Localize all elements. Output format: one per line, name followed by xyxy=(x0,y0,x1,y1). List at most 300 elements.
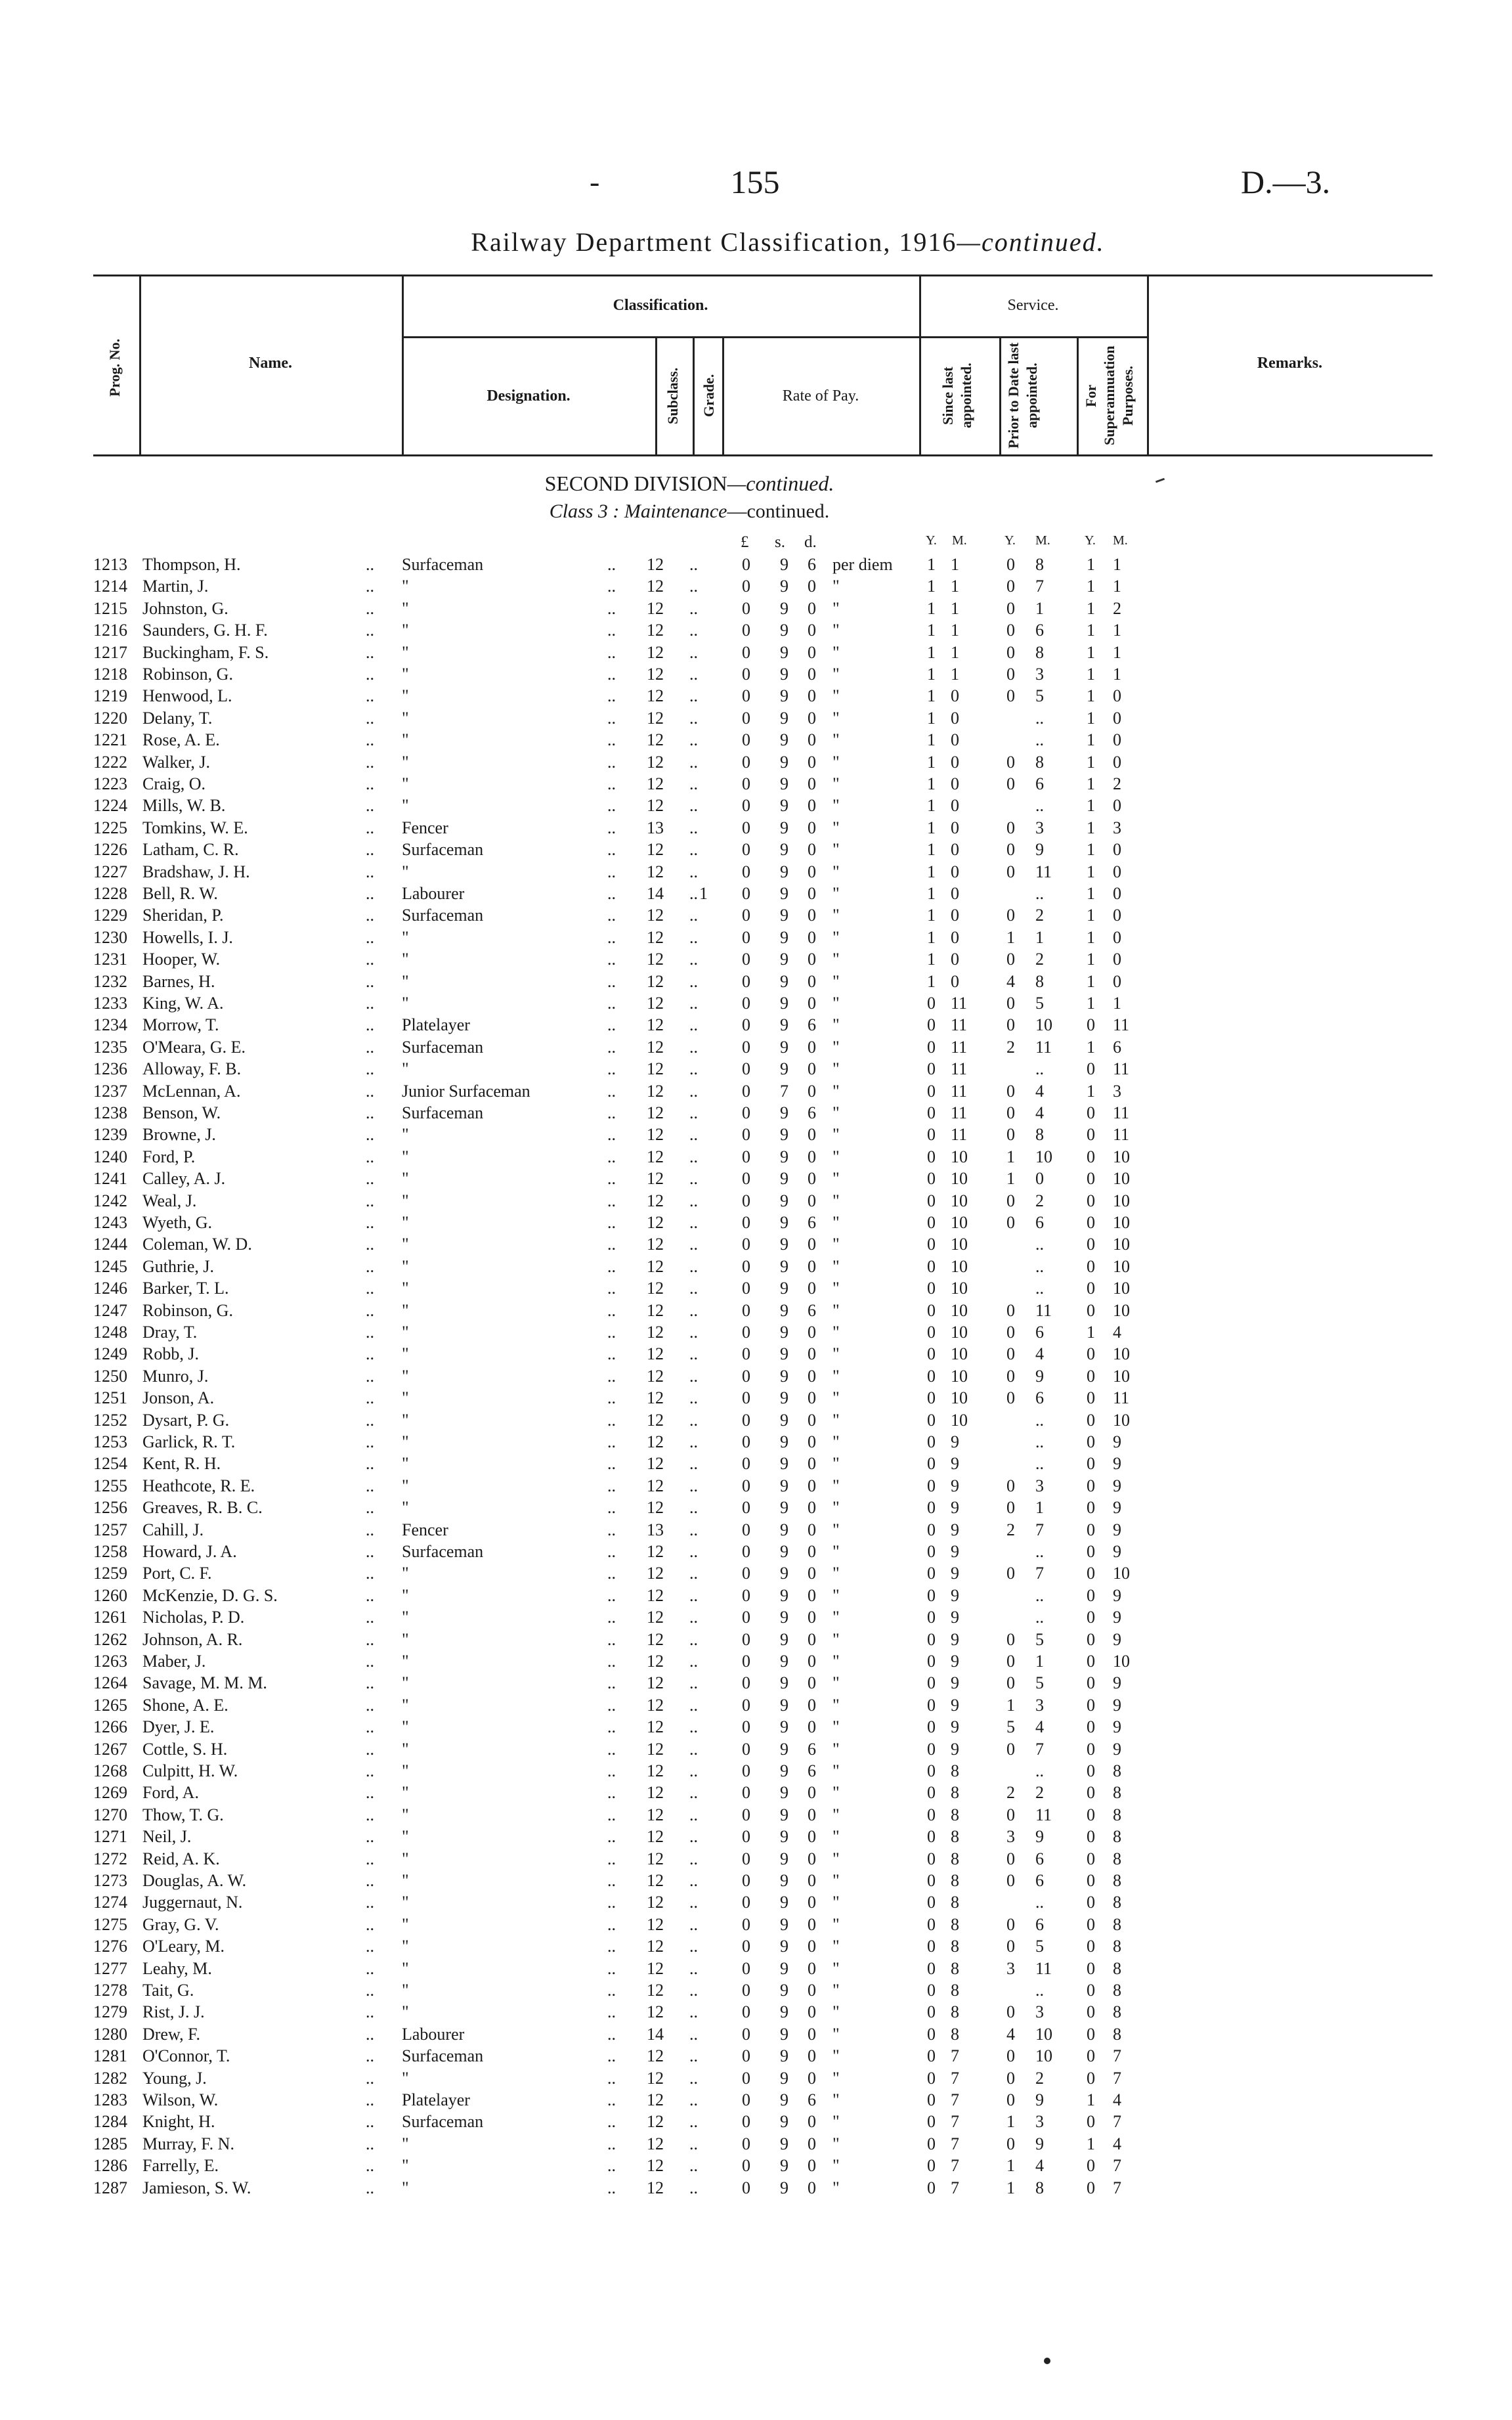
cell-super-years: 1 xyxy=(1087,665,1095,684)
cell-prog-no: 1217 xyxy=(93,642,127,662)
cell-since-years: 0 xyxy=(927,1695,936,1715)
cell-super-years: 1 xyxy=(1087,708,1095,728)
cell-since-months: 7 xyxy=(951,2134,959,2153)
cell-since-years: 1 xyxy=(927,927,936,947)
cell-name: Gray, G. V. xyxy=(142,1914,219,1934)
cell-pay-period: " xyxy=(832,1125,840,1145)
cell-prog-no: 1233 xyxy=(93,994,127,1013)
cell-prior-years: 2 xyxy=(1006,1783,1015,1803)
leader-dots: .. xyxy=(689,1542,698,1561)
cell-pay-period: " xyxy=(832,1279,840,1298)
cell-designation: " xyxy=(402,577,409,596)
cell-prior-months: 2 xyxy=(1035,1191,1044,1210)
cell-pay-pence: 0 xyxy=(808,2046,816,2066)
cell-super-years: 1 xyxy=(1087,994,1095,1013)
cell-super-months: 8 xyxy=(1113,1981,1121,2000)
cell-pay-period: " xyxy=(832,577,840,596)
cell-grade: 1 xyxy=(699,884,708,903)
cell-pay-period: " xyxy=(832,730,840,750)
leader-dots: .. xyxy=(607,1585,616,1605)
cell-since-months: 10 xyxy=(951,1279,968,1298)
cell-pay-pounds: 0 xyxy=(742,971,750,991)
cell-subclass: 12 xyxy=(647,1673,664,1693)
cell-pay-period: " xyxy=(832,1673,840,1693)
cell-prior-months: 9 xyxy=(1035,1827,1044,1847)
table-row xyxy=(0,1213,1512,1235)
leader-dots: .. xyxy=(689,1673,698,1693)
table-row xyxy=(0,1805,1512,1828)
cell-pay-pence: 6 xyxy=(808,555,816,574)
cell-super-years: 1 xyxy=(1087,818,1095,837)
leader-dots: .. xyxy=(366,862,374,881)
cell-pay-period: " xyxy=(832,971,840,991)
cell-name: Howells, I. J. xyxy=(142,927,233,947)
cell-pay-pounds: 0 xyxy=(742,1125,750,1145)
cell-name: Henwood, L. xyxy=(142,686,232,706)
cell-prior-months: 1 xyxy=(1035,1498,1044,1518)
cell-since-years: 0 xyxy=(927,2134,936,2153)
cell-pay-shillings: 9 xyxy=(780,927,788,947)
cell-super-years: 1 xyxy=(1087,1037,1095,1057)
leader-dots: .. xyxy=(366,2068,374,2088)
cell-name: Morrow, T. xyxy=(142,1015,219,1035)
cell-since-months: 10 xyxy=(951,1256,968,1276)
table-row xyxy=(0,599,1512,621)
cell-designation: " xyxy=(402,971,409,991)
leader-dots: .. xyxy=(607,1871,616,1890)
cell-pay-pounds: 0 xyxy=(742,1849,750,1868)
leader-dots: .. xyxy=(689,1059,698,1079)
cell-super-years: 0 xyxy=(1087,1432,1095,1451)
leader-dots: .. xyxy=(366,1213,374,1232)
leader-dots: .. xyxy=(689,774,698,793)
cell-pay-pounds: 0 xyxy=(742,840,750,860)
cell-designation: " xyxy=(402,1673,409,1693)
cell-subclass: 12 xyxy=(647,774,664,793)
table-row xyxy=(0,994,1512,1016)
cell-prior-months: .. xyxy=(1035,1893,1044,1912)
cell-super-months: 4 xyxy=(1113,1323,1121,1342)
leader-dots: .. xyxy=(689,1717,698,1737)
leader-dots: .. xyxy=(607,598,616,618)
cell-name: Douglas, A. W. xyxy=(142,1871,247,1890)
cell-prior-months: 9 xyxy=(1035,840,1044,860)
cell-prior-years: 0 xyxy=(1006,950,1015,969)
cell-since-years: 0 xyxy=(927,1081,936,1101)
leader-dots: .. xyxy=(607,1081,616,1101)
divider xyxy=(655,336,657,454)
table-row xyxy=(0,1191,1512,1214)
cell-name: Maber, J. xyxy=(142,1652,206,1671)
cell-designation: " xyxy=(402,1432,409,1451)
cell-name: Ford, A. xyxy=(142,1783,199,1803)
cell-prog-no: 1247 xyxy=(93,1300,127,1320)
cell-pay-period: " xyxy=(832,1103,840,1122)
cell-name: Walker, J. xyxy=(142,752,210,772)
cell-prog-no: 1279 xyxy=(93,2002,127,2022)
cell-pay-pence: 0 xyxy=(808,1432,816,1451)
cell-pay-pence: 0 xyxy=(808,1871,816,1890)
table-row xyxy=(0,1344,1512,1367)
cell-super-years: 0 xyxy=(1087,1827,1095,1847)
cell-pay-shillings: 9 xyxy=(780,1914,788,1934)
cell-since-months: 9 xyxy=(951,1695,959,1715)
cell-super-months: 0 xyxy=(1113,862,1121,881)
cell-subclass: 12 xyxy=(647,1147,664,1166)
cell-prior-months: .. xyxy=(1035,1542,1044,1561)
cell-super-years: 0 xyxy=(1087,1300,1095,1320)
leader-dots: .. xyxy=(607,1739,616,1759)
cell-name: Savage, M. M. M. xyxy=(142,1673,267,1693)
cell-designation: " xyxy=(402,1914,409,1934)
table-row xyxy=(0,1015,1512,1038)
cell-pay-shillings: 9 xyxy=(780,1981,788,2000)
leader-dots: .. xyxy=(607,1300,616,1320)
cell-pay-pounds: 0 xyxy=(742,1608,750,1627)
cell-pay-period: " xyxy=(832,994,840,1013)
leader-dots: .. xyxy=(689,2112,698,2132)
cell-super-years: 1 xyxy=(1087,621,1095,640)
cell-name: Jamieson, S. W. xyxy=(142,2178,251,2197)
cell-name: Robb, J. xyxy=(142,1344,199,1364)
cell-super-months: 8 xyxy=(1113,1914,1121,1934)
cell-name: Benson, W. xyxy=(142,1103,221,1122)
cell-name: Delany, T. xyxy=(142,708,213,728)
cell-prior-months: 1 xyxy=(1035,1652,1044,1671)
column-subclass: Subclass. xyxy=(664,367,681,424)
cell-pay-shillings: 9 xyxy=(780,2178,788,2197)
cell-super-months: 9 xyxy=(1113,1629,1121,1649)
cell-subclass: 12 xyxy=(647,665,664,684)
table-row xyxy=(0,665,1512,687)
cell-pay-pounds: 0 xyxy=(742,621,750,640)
cell-pay-pounds: 0 xyxy=(742,1761,750,1780)
cell-since-years: 1 xyxy=(927,577,936,596)
cell-designation: " xyxy=(402,1256,409,1276)
table-row xyxy=(0,906,1512,928)
leader-dots: .. xyxy=(366,2090,374,2109)
unit-pence: d. xyxy=(804,533,817,551)
cell-subclass: 12 xyxy=(647,2112,664,2132)
leader-dots: .. xyxy=(366,1059,374,1079)
leader-dots: .. xyxy=(607,1366,616,1386)
cell-designation: " xyxy=(402,1344,409,1364)
cell-name: Buckingham, F. S. xyxy=(142,642,269,662)
cell-pay-pounds: 0 xyxy=(742,1015,750,1035)
unit-years-2: Y. xyxy=(1004,533,1016,548)
unit-months-1: M. xyxy=(952,533,967,548)
leader-dots: .. xyxy=(366,971,374,991)
cell-pay-period: per diem xyxy=(832,555,893,574)
cell-since-months: 10 xyxy=(951,1388,968,1408)
cell-pay-shillings: 9 xyxy=(780,2024,788,2044)
leader-dots: .. xyxy=(689,2024,698,2044)
cell-pay-period: " xyxy=(832,1344,840,1364)
cell-pay-shillings: 9 xyxy=(780,1520,788,1539)
cell-prior-months: 2 xyxy=(1035,1783,1044,1803)
cell-super-years: 0 xyxy=(1087,1059,1095,1079)
cell-pay-pence: 0 xyxy=(808,1958,816,1978)
cell-designation: " xyxy=(402,730,409,750)
cell-super-years: 0 xyxy=(1087,1256,1095,1276)
cell-pay-pounds: 0 xyxy=(742,1673,750,1693)
cell-super-years: 0 xyxy=(1087,2068,1095,2088)
cell-since-years: 1 xyxy=(927,818,936,837)
cell-pay-pence: 0 xyxy=(808,1608,816,1627)
cell-prior-years: 1 xyxy=(1006,2178,1015,2197)
table-row xyxy=(0,1959,1512,1981)
cell-designation: Fencer xyxy=(402,1520,448,1539)
cell-since-years: 0 xyxy=(927,1279,936,1298)
cell-since-months: 1 xyxy=(951,665,959,684)
cell-since-months: 8 xyxy=(951,1914,959,1934)
cell-pay-period: " xyxy=(832,1081,840,1101)
table-row xyxy=(0,1981,1512,2003)
cell-prior-years: 0 xyxy=(1006,665,1015,684)
leader-dots: .. xyxy=(366,1629,374,1649)
cell-pay-pence: 0 xyxy=(808,1520,816,1539)
cell-since-years: 0 xyxy=(927,1958,936,1978)
cell-super-months: 8 xyxy=(1113,1827,1121,1847)
cell-prior-years: 0 xyxy=(1006,1191,1015,1210)
cell-name: Leahy, M. xyxy=(142,1958,212,1978)
leader-dots: .. xyxy=(366,818,374,837)
leader-dots: .. xyxy=(689,1344,698,1364)
leader-dots: .. xyxy=(607,1344,616,1364)
cell-prior-months: 9 xyxy=(1035,1366,1044,1386)
cell-prog-no: 1266 xyxy=(93,1717,127,1737)
cell-name: King, W. A. xyxy=(142,994,224,1013)
cell-super-years: 0 xyxy=(1087,1542,1095,1561)
leader-dots: .. xyxy=(607,1191,616,1210)
leader-dots: .. xyxy=(366,1542,374,1561)
cell-pay-pounds: 0 xyxy=(742,1914,750,1934)
cell-pay-pence: 0 xyxy=(808,1191,816,1210)
class-suffix: —continued. xyxy=(727,500,830,522)
cell-since-months: 11 xyxy=(951,994,968,1013)
cell-pay-pounds: 0 xyxy=(742,1827,750,1847)
cell-pay-pounds: 0 xyxy=(742,1564,750,1583)
cell-prior-months: 7 xyxy=(1035,1739,1044,1759)
cell-prior-years: 0 xyxy=(1006,1015,1015,1035)
cell-designation: " xyxy=(402,1125,409,1145)
section-heading xyxy=(394,472,985,496)
cell-since-months: 0 xyxy=(951,906,959,925)
divider xyxy=(999,336,1001,454)
cell-since-months: 9 xyxy=(951,1432,959,1451)
cell-prior-years: 0 xyxy=(1006,1937,1015,1956)
cell-pay-shillings: 9 xyxy=(780,1958,788,1978)
cell-since-months: 11 xyxy=(951,1081,968,1101)
cell-pay-shillings: 9 xyxy=(780,1344,788,1364)
cell-pay-pounds: 0 xyxy=(742,950,750,969)
cell-pay-shillings: 9 xyxy=(780,577,788,596)
cell-since-years: 1 xyxy=(927,730,936,750)
cell-since-years: 0 xyxy=(927,1717,936,1737)
cell-prog-no: 1272 xyxy=(93,1849,127,1868)
cell-pay-period: " xyxy=(832,1542,840,1561)
cell-pay-period: " xyxy=(832,1761,840,1780)
cell-name: Neil, J. xyxy=(142,1827,192,1847)
cell-prior-years: 3 xyxy=(1006,1827,1015,1847)
cell-prior-years: 0 xyxy=(1006,686,1015,706)
cell-designation: " xyxy=(402,2068,409,2088)
cell-pay-period: " xyxy=(832,1366,840,1386)
cell-super-months: 10 xyxy=(1113,1256,1130,1276)
cell-subclass: 12 xyxy=(647,1629,664,1649)
leader-dots: .. xyxy=(607,994,616,1013)
cell-subclass: 12 xyxy=(647,1761,664,1780)
table-row xyxy=(0,1937,1512,1959)
cell-super-years: 1 xyxy=(1087,774,1095,793)
leader-dots: .. xyxy=(607,1213,616,1232)
cell-designation: Junior Surfaceman xyxy=(402,1081,530,1101)
cell-subclass: 13 xyxy=(647,1520,664,1539)
cell-prior-months: .. xyxy=(1035,884,1044,903)
cell-pay-period: " xyxy=(832,1717,840,1737)
cell-prog-no: 1223 xyxy=(93,774,127,793)
cell-designation: Surfaceman xyxy=(402,906,484,925)
cell-designation: Surfaceman xyxy=(402,840,484,860)
table-row xyxy=(0,1520,1512,1543)
cell-since-years: 0 xyxy=(927,1366,936,1386)
cell-pay-pounds: 0 xyxy=(742,1256,750,1276)
cell-subclass: 12 xyxy=(647,1893,664,1912)
cell-prog-no: 1255 xyxy=(93,1476,127,1495)
leader-dots: .. xyxy=(366,1256,374,1276)
leader-dots: .. xyxy=(689,1520,698,1539)
cell-pay-period: " xyxy=(832,1256,840,1276)
cell-prog-no: 1241 xyxy=(93,1169,127,1189)
cell-super-months: 0 xyxy=(1113,840,1121,860)
cell-since-months: 0 xyxy=(951,730,959,750)
cell-subclass: 12 xyxy=(647,1410,664,1430)
cell-pay-pounds: 0 xyxy=(742,1695,750,1715)
cell-pay-period: " xyxy=(832,2046,840,2066)
cell-since-months: 11 xyxy=(951,1103,968,1122)
cell-prior-months: 6 xyxy=(1035,1323,1044,1342)
leader-dots: .. xyxy=(607,1542,616,1561)
cell-super-years: 0 xyxy=(1087,1564,1095,1583)
cell-since-years: 0 xyxy=(927,1300,936,1320)
leader-dots: .. xyxy=(366,1498,374,1518)
cell-since-months: 0 xyxy=(951,971,959,991)
table-row xyxy=(0,730,1512,753)
cell-prior-months: 11 xyxy=(1035,1300,1052,1320)
cell-super-years: 0 xyxy=(1087,1125,1095,1145)
cell-since-years: 0 xyxy=(927,2068,936,2088)
leader-dots: .. xyxy=(366,1279,374,1298)
cell-super-years: 1 xyxy=(1087,598,1095,618)
page-number: 155 xyxy=(730,164,780,200)
table-row xyxy=(0,2069,1512,2091)
cell-name: Nicholas, P. D. xyxy=(142,1608,245,1627)
cell-super-years: 1 xyxy=(1087,884,1095,903)
cell-pay-pence: 0 xyxy=(808,1629,816,1649)
cell-subclass: 12 xyxy=(647,2134,664,2153)
cell-since-years: 0 xyxy=(927,1937,936,1956)
cell-name: McKenzie, D. G. S. xyxy=(142,1585,278,1605)
table-row xyxy=(0,1871,1512,1893)
cell-since-years: 0 xyxy=(927,1520,936,1539)
cell-subclass: 12 xyxy=(647,994,664,1013)
cell-name: Weal, J. xyxy=(142,1191,197,1210)
cell-super-months: 8 xyxy=(1113,2002,1121,2022)
leader-dots: .. xyxy=(607,2068,616,2088)
cell-since-months: 9 xyxy=(951,1476,959,1495)
table-row xyxy=(0,1498,1512,1520)
cell-subclass: 12 xyxy=(647,1454,664,1474)
leader-dots: .. xyxy=(366,752,374,772)
cell-designation: " xyxy=(402,1191,409,1210)
cell-pay-shillings: 9 xyxy=(780,1652,788,1671)
cell-super-months: 10 xyxy=(1113,1279,1130,1298)
cell-prior-years: 0 xyxy=(1006,862,1015,881)
leader-dots: .. xyxy=(607,2112,616,2132)
cell-super-years: 1 xyxy=(1087,642,1095,662)
cell-pay-period: " xyxy=(832,1937,840,1956)
cell-subclass: 12 xyxy=(647,686,664,706)
cell-subclass: 12 xyxy=(647,2178,664,2197)
cell-pay-pounds: 0 xyxy=(742,862,750,881)
leader-dots: .. xyxy=(366,774,374,793)
cell-prog-no: 1238 xyxy=(93,1103,127,1122)
cell-super-months: 11 xyxy=(1113,1059,1130,1079)
cell-pay-shillings: 9 xyxy=(780,1783,788,1803)
cell-prior-years: 0 xyxy=(1006,2002,1015,2022)
table-row xyxy=(0,1608,1512,1630)
cell-since-years: 0 xyxy=(927,1235,936,1254)
cell-designation: " xyxy=(402,1169,409,1189)
cell-since-months: 8 xyxy=(951,1937,959,1956)
cell-pay-period: " xyxy=(832,2024,840,2044)
cell-designation: " xyxy=(402,1958,409,1978)
cell-super-years: 1 xyxy=(1087,555,1095,574)
cell-prior-years: 0 xyxy=(1006,774,1015,793)
leader-dots: .. xyxy=(607,2090,616,2109)
cell-super-years: 0 xyxy=(1087,1937,1095,1956)
leader-dots: .. xyxy=(366,1958,374,1978)
cell-super-years: 0 xyxy=(1087,1717,1095,1737)
unit-years-1: Y. xyxy=(926,533,937,548)
cell-pay-shillings: 9 xyxy=(780,1037,788,1057)
cell-super-years: 0 xyxy=(1087,1410,1095,1430)
cell-name: Saunders, G. H. F. xyxy=(142,621,268,640)
cell-name: Culpitt, H. W. xyxy=(142,1761,238,1780)
cell-super-months: 10 xyxy=(1113,1169,1130,1189)
cell-prog-no: 1228 xyxy=(93,884,127,903)
leader-dots: .. xyxy=(366,1827,374,1847)
cell-pay-pounds: 0 xyxy=(742,796,750,816)
leader-dots: .. xyxy=(607,840,616,860)
cell-since-months: 9 xyxy=(951,1564,959,1583)
cell-designation: " xyxy=(402,1629,409,1649)
cell-prior-months: 9 xyxy=(1035,2134,1044,2153)
cell-since-years: 0 xyxy=(927,1914,936,1934)
cell-prog-no: 1284 xyxy=(93,2112,127,2132)
cell-prog-no: 1274 xyxy=(93,1893,127,1912)
leader-dots: .. xyxy=(689,906,698,925)
column-prog-no: Prog. No. xyxy=(106,338,123,397)
cell-pay-pence: 6 xyxy=(808,1015,816,1035)
leader-dots: .. xyxy=(607,818,616,837)
document-reference: D.—3. xyxy=(1241,164,1331,200)
cell-pay-pounds: 0 xyxy=(742,1103,750,1122)
cell-since-months: 8 xyxy=(951,1981,959,2000)
cell-pay-shillings: 9 xyxy=(780,2068,788,2088)
cell-super-months: 0 xyxy=(1113,752,1121,772)
cell-prog-no: 1264 xyxy=(93,1673,127,1693)
